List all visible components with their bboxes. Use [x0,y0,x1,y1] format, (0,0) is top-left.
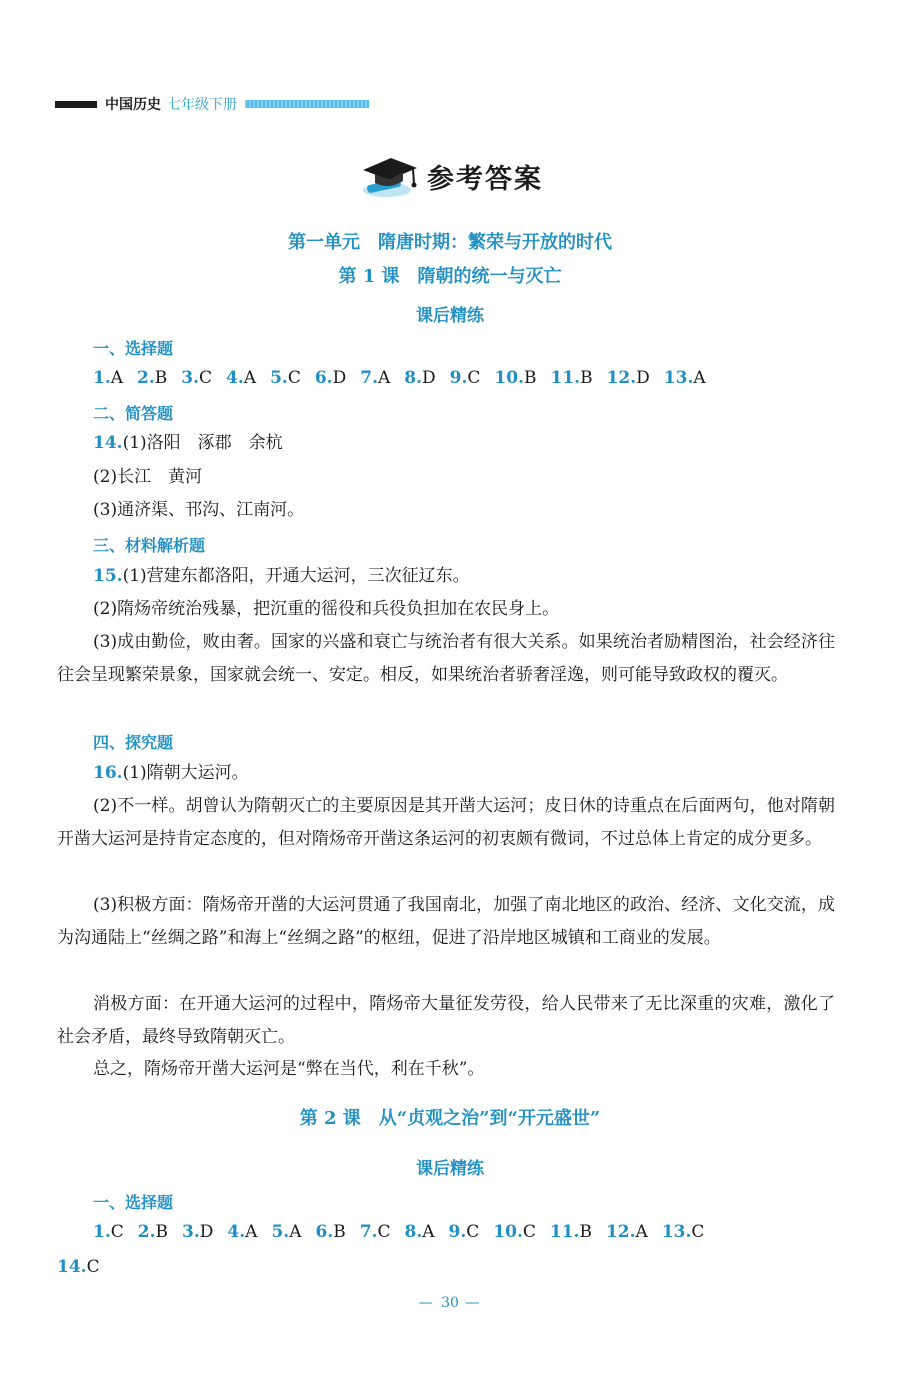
lesson2-q14-number: 14. [57,1257,87,1277]
lesson2-title: 第 2 课 从“贞观之治”到“开元盛世” [299,1108,601,1129]
header-grade: 七年级下册 [167,97,237,113]
graduation-cap-icon [357,150,419,202]
answer-number: 7. [360,368,378,388]
unit-title: 第一单元 隋唐时期：繁荣与开放的时代 [288,232,612,253]
choice-answer [226,368,256,388]
answer-letter: D [199,1222,214,1242]
choice-answer [550,1222,592,1242]
answer-number: 6. [315,1222,334,1242]
lesson1-section-title: 课后精练 [416,306,484,326]
page-number-value: 30 [441,1295,459,1311]
answer-letter: C [691,1222,705,1242]
answer-number: 1. [93,1222,111,1242]
choice-answer [662,1222,705,1242]
page-header [55,94,369,114]
choice-answer [137,368,167,388]
choice-answer [182,1222,213,1242]
choice-answer [606,1222,648,1242]
choice-answer [360,1222,391,1242]
page-title: 参考答案 [427,163,543,195]
answer-number: 12. [605,1222,636,1242]
q16-part3: (3)积极方面：隋炀帝开凿的大运河贯通了我国南北，加强了南北地区的政治、经济、文化交流，成为沟通陆上“丝绸之路”和海上“丝绸之路”的枢纽，促进了沿岸地区城镇和工商业的发展。 [57,895,835,948]
q15-part1 [93,559,833,593]
q14-part1 [93,426,833,460]
answer-letter: A [422,1222,435,1242]
q16-part2: (2)不一样。胡曾认为隋朝灭亡的主要原因是其开凿大运河；皮日休的诗重点在后面两句，他对隋朝开凿大运河是持肯定态度的，但对隋炀帝开凿这条运河的初衷颇有微词，不过总体上肯定的成分更多。 [57,796,835,849]
choice-answer [404,1222,434,1242]
answer-letter: C [287,368,301,388]
answer-number: 11. [549,1222,580,1242]
answer-number: 8. [404,368,423,388]
answer-letter: B [333,1222,346,1242]
answer-number: 3. [182,1222,200,1242]
choice-answer [494,368,536,388]
lesson1-choice-answers [93,368,833,388]
answer-number: 2. [137,368,155,388]
lesson2-section-title: 课后精练 [416,1159,484,1179]
answer-number: 12. [606,368,637,388]
answer-letter: D [636,368,650,388]
lesson2-q14 [57,1250,797,1284]
q16-part5: 总之，隋炀帝开凿大运河是“弊在当代，利在千秋”。 [93,1059,485,1079]
answer-number: 9. [449,368,468,388]
choice-answer [664,368,706,388]
q15-part3: (3)成由勤俭，败由奢。国家的兴盛和衰亡与统治者有很大关系。如果统治者励精图治，社会经济往往会呈现繁荣景象，国家就会统一、安定。相反，如果统治者骄奢淫逸，则可能导致政权的覆灭。 [57,632,835,685]
choice-answer [270,368,301,388]
answer-letter: D [332,368,347,388]
title-block [0,150,900,202]
q14-part1-text: (1)洛阳 涿郡 余杭 [122,433,283,453]
header-blue-bar [245,100,369,108]
lesson1-title: 第 1 课 隋朝的统一与灭亡 [338,266,562,287]
choice-answer [93,368,123,388]
answer-letter: B [155,1222,169,1242]
answer-number: 13. [663,368,694,388]
choice-answer [607,368,650,388]
answer-letter: C [467,368,481,388]
answer-letter: C [377,1222,391,1242]
lesson1-material-heading: 三、材料解析题 [93,536,206,555]
header-subject: 中国历史 [105,97,161,113]
answer-letter: A [635,1222,648,1242]
q16-part1-text: (1)隋朝大运河。 [122,763,249,783]
q14-part2: (2)长江 黄河 [93,467,203,487]
lesson1-explore-heading: 四、探究题 [93,733,174,752]
choice-answer [493,1222,536,1242]
q15-number: 15. [93,566,123,586]
q14-part3: (3)通济渠、邗沟、江南河。 [93,500,305,520]
answer-letter: C [522,1222,536,1242]
answer-letter: B [579,1222,592,1242]
choice-answer [181,368,212,388]
answer-number: 8. [404,1222,423,1242]
answer-number: 11. [550,368,581,388]
lesson1-short-heading: 二、简答题 [93,404,174,423]
answer-number: 10. [494,368,524,388]
answer-number: 5. [271,1222,290,1242]
answer-number: 6. [314,368,333,388]
answer-number: 10. [493,1222,523,1242]
choice-answer [551,368,593,388]
choice-answer [449,1222,480,1242]
answer-number: 4. [226,368,244,388]
answer-letter: B [580,368,593,388]
answer-number: 2. [137,1222,156,1242]
answer-letter: A [243,368,257,388]
answer-letter: C [466,1222,480,1242]
choice-answer [93,1222,124,1242]
answer-letter: A [377,368,391,388]
page-number: — 30 — [418,1295,482,1311]
choice-answer [315,1222,345,1242]
answer-letter: A [289,1222,302,1242]
lesson2-q14-answer: C [86,1257,100,1277]
answer-letter: C [110,1222,124,1242]
answer-number: 9. [448,1222,467,1242]
choice-answer [450,368,481,388]
choice-answer [360,368,390,388]
answer-number: 3. [181,368,200,388]
q16-part4: 消极方面：在开通大运河的过程中，隋炀帝大量征发劳役，给人民带来了无比深重的灾难，激化了社会矛盾，最终导致隋朝灭亡。 [57,994,835,1047]
header-dark-bar [55,101,97,108]
answer-letter: A [110,368,124,388]
q15-part1-text: (1)营建东都洛阳，开通大运河，三次征辽东。 [122,566,470,586]
answer-number: 5. [270,368,288,388]
answer-letter: D [422,368,436,388]
choice-answer [404,368,435,388]
choice-answer [227,1222,257,1242]
q16-number: 16. [93,763,123,783]
choice-answer [315,368,346,388]
lesson1-choice-heading: 一、选择题 [93,339,174,358]
choice-answer [271,1222,301,1242]
lesson2-choice-heading: 一、选择题 [93,1193,174,1212]
answer-number: 4. [227,1222,246,1242]
answer-number: 1. [93,368,111,388]
answer-letter: B [524,368,537,388]
answer-letter: B [154,368,168,388]
answer-number: 7. [359,1222,378,1242]
answer-letter: A [245,1222,258,1242]
answer-letter: C [199,368,213,388]
answer-letter: A [693,368,706,388]
q15-part2: (2)隋炀帝统治残暴，把沉重的徭役和兵役负担加在农民身上。 [93,599,560,619]
answer-number: 13. [661,1222,692,1242]
q16-part1 [93,756,833,790]
lesson2-choice-answers [93,1222,833,1242]
q14-number: 14. [93,433,123,453]
choice-answer [138,1222,168,1242]
